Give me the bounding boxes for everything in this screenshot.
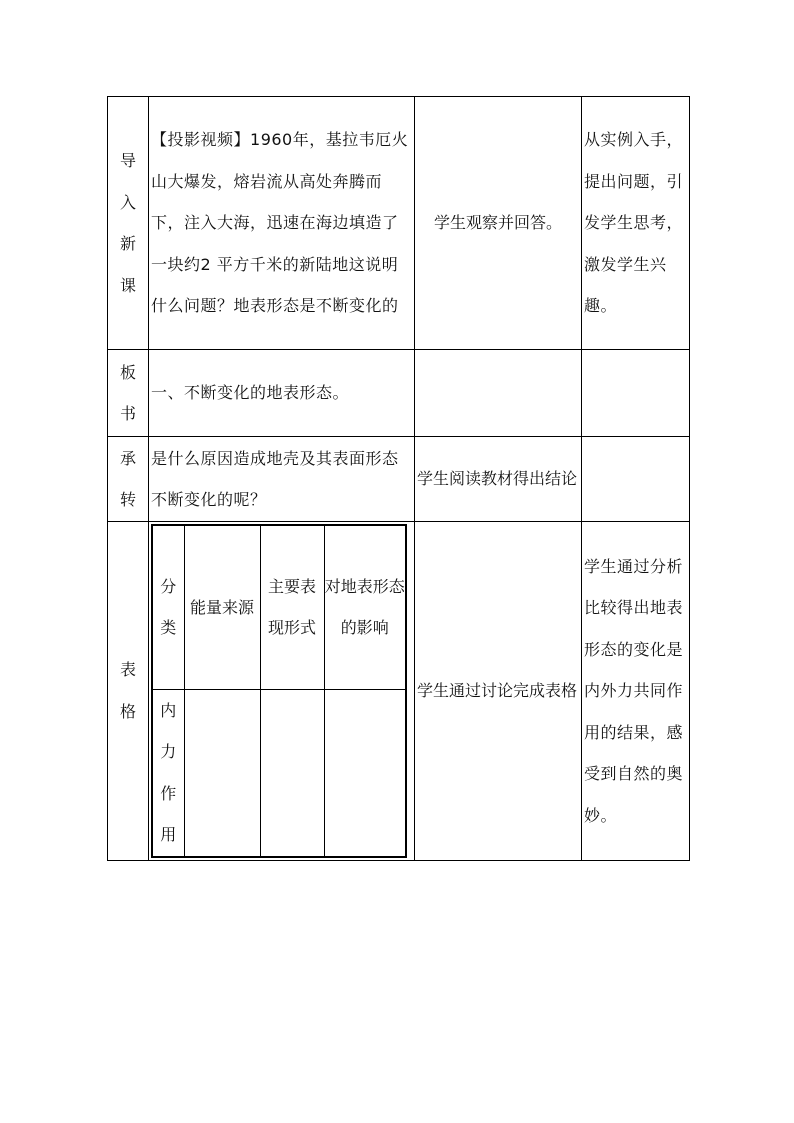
row-internal-effect [324,689,406,857]
table-label: 表格 [108,522,149,861]
row-internal-force-label: 内力作用 [152,689,184,857]
lesson-plan-table [107,96,690,861]
board-content: 一、不断变化的地表形态。 [149,350,415,437]
header-effect: 对地表形态的影响 [324,525,406,689]
row-internal-forms [260,689,324,857]
transition-student-activity: 学生阅读教材得出结论 [415,437,582,522]
row-board [108,350,690,437]
board-student-activity [415,350,582,437]
table-purpose: 学生通过分析比较得出地表形态的变化是内外力共同作用的结果，感受到自然的奥妙。 [582,522,690,861]
board-purpose [582,350,690,437]
intro-label: 导入新课 [108,97,149,350]
comparison-table [151,524,407,858]
intro-purpose: 从实例入手，提出问题，引发学生思考，激发学生兴趣。 [582,97,690,350]
comparison-header-row [152,525,406,689]
header-energy-source: 能量来源 [184,525,260,689]
comparison-row-internal [152,689,406,857]
row-transition [108,437,690,522]
board-label: 板书 [108,350,149,437]
row-table [108,522,690,861]
intro-content: 【投影视频】1960年，基拉韦厄火山大爆发，熔岩流从高处奔腾而下，注入大海，迅速在海边填造了一块约2 平方千米的新陆地这说明什么问题？地表形态是不断变化的 [149,97,415,350]
header-main-forms: 主要表现形式 [260,525,324,689]
transition-purpose [582,437,690,522]
header-category: 分类 [152,525,184,689]
row-intro [108,97,690,350]
table-student-activity: 学生通过讨论完成表格 [415,522,582,861]
row-internal-energy [184,689,260,857]
transition-content: 是什么原因造成地壳及其表面形态不断变化的呢？ [149,437,415,522]
transition-label: 承转 [108,437,149,522]
inner-table-cell [149,522,415,861]
intro-student-activity: 学生观察并回答。 [415,97,582,350]
